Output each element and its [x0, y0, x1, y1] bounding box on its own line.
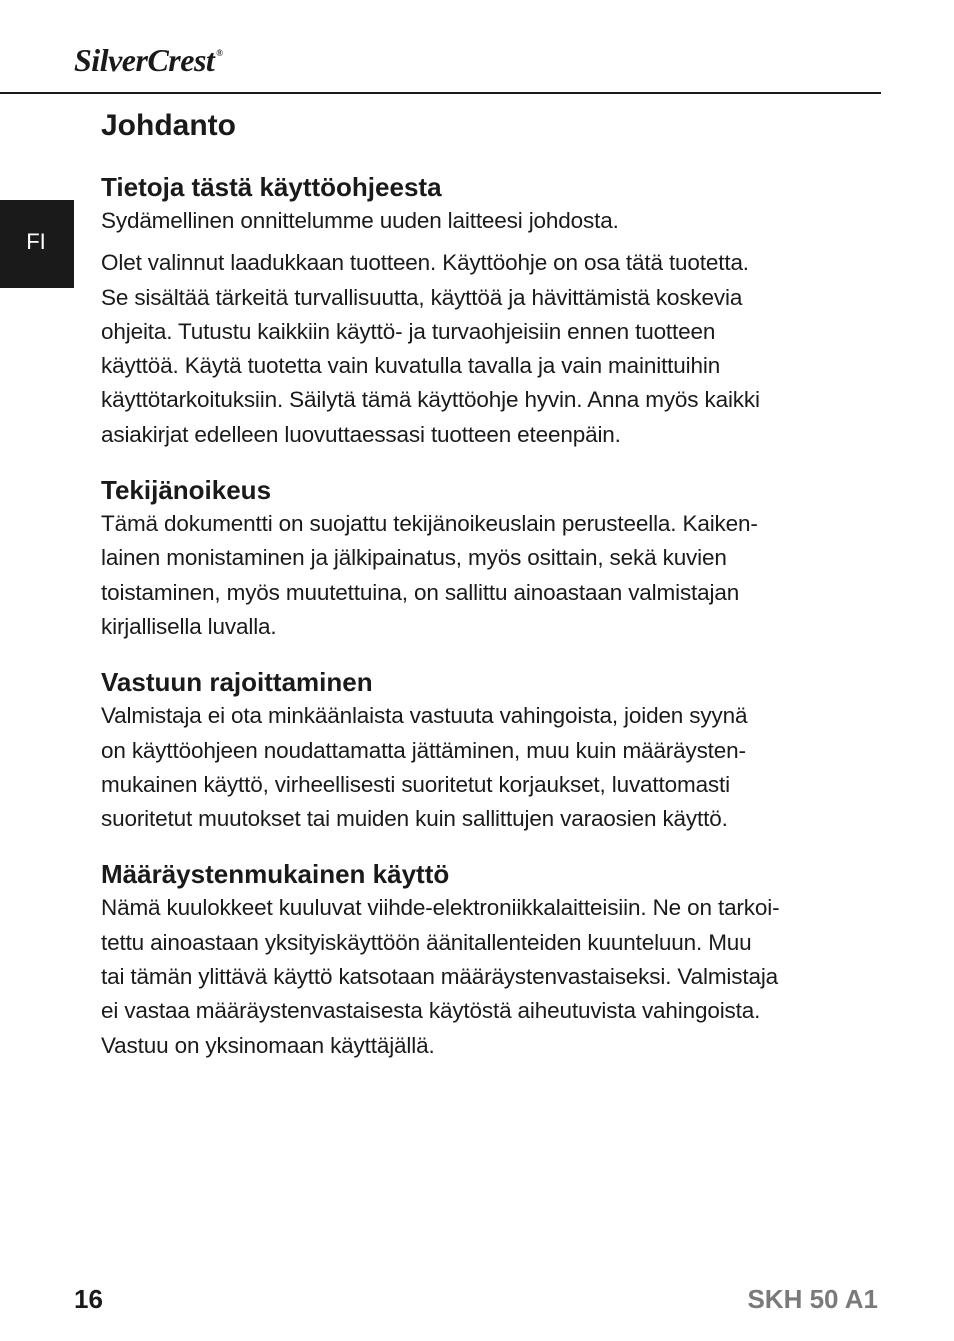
section-heading-about-manual: Tietoja tästä käyttöohjeesta: [101, 172, 442, 202]
section-heading-copyright: Tekijänoikeus: [101, 475, 272, 506]
brand-name: SilverCrest: [74, 42, 215, 78]
header-rule: [0, 92, 881, 94]
paragraph-congratulations: Sydämellinen onnittelumme uuden laitteesi johdosta.: [101, 208, 619, 233]
main-content: [101, 106, 871, 1063]
paragraph-liability: Valmistaja ei ota minkäänlaista vastuuta vahingoista, joiden syynä on käyttöohjeen noudattamatta jättäminen, muu kuin määräysten- mukainen käyttö, virheellisesti suoritetut korjaukset, luvattomasti suoritetut muutokset tai muiden kuin sallittujen varaosien käyttö.: [101, 703, 748, 832]
registered-mark: ®: [216, 48, 223, 58]
brand-logo: [74, 44, 223, 76]
section-heading-intended-use: Määräystenmukainen käyttö: [101, 859, 450, 890]
language-tab-label: FI: [26, 229, 46, 254]
language-tab: [0, 200, 74, 288]
page-number: 16: [74, 1284, 103, 1314]
model-number: SKH 50 A1: [747, 1284, 878, 1314]
paragraph-about-manual: Olet valinnut laadukkaan tuotteen. Käyttöohje on osa tätä tuotetta. Se sisältää tärkeitä turvallisuutta, käyttöä ja hävittämistä koskevia ohjeita. Tutustu kaikkiin käyttö- ja turvaohjeisiin ennen tuotteen käyttöä. Käytä tuotetta vain kuvatulla tavalla ja vain mainittuihin käyttötarkoituksiin. Säilytä tämä käyttöohje hyvin. Anna myös kaikki asiakirjat edelleen luovuttaessasi tuotteen eteenpäin.: [101, 250, 760, 447]
section-heading-liability: Vastuun rajoittaminen: [101, 667, 373, 698]
paragraph-copyright: Tämä dokumentti on suojattu tekijänoikeuslain perusteella. Kaiken- lainen monistaminen ja jälkipainatus, myös osittain, sekä kuvien toistaminen, myös muutettuina, on sallittu ainoastaan valmistajan kirjallisella luvalla.: [101, 511, 758, 639]
page-title: Johdanto: [101, 109, 236, 142]
paragraph-intended-use: Nämä kuulokkeet kuuluvat viihde-elektroniikkalaitteisiin. Ne on tarkoi- tettu ainoastaan yksityiskäyttöön äänitallenteiden kuunteluun. Muu tai tämän ylittävä käyttö katsotaan määräystenvastaiseksi. Valmistaja ei vastaa määräystenvastaisesta käytöstä aiheutuvista vahingoista. Vastuu on yksinomaan käyttäjällä.: [101, 895, 780, 1058]
